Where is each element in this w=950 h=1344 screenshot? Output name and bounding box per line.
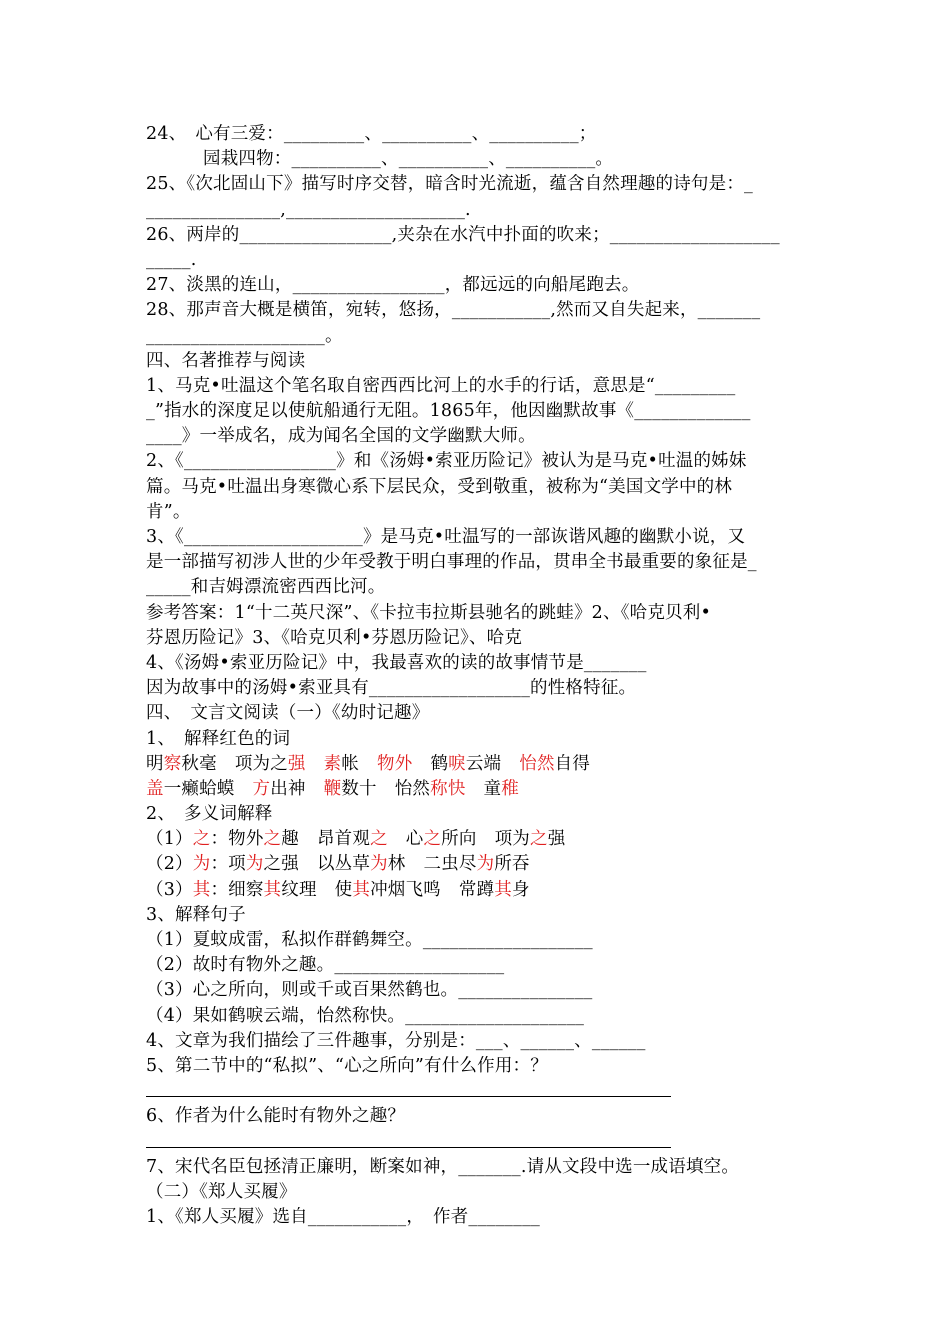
question-2-line-b: 篇。马克•吐温出身寒微心系下层民众，受到敬重，被称为“美国文学中的林 <box>146 476 733 497</box>
highlighted-word: 其 <box>494 879 512 900</box>
vocab-text: 数十 <box>341 778 377 799</box>
highlighted-word: 强 <box>287 753 306 774</box>
polysemy-list <box>146 827 811 903</box>
line-24b: 园栽四物：__________、__________、__________。 <box>203 149 614 170</box>
sentence-2: （2）故时有物外之趣。___________________ <box>146 955 505 976</box>
vocab-item <box>324 754 359 774</box>
vocab-item <box>253 779 306 799</box>
vocab-text: 所吞 <box>494 854 530 875</box>
vocab-item <box>235 754 306 774</box>
vocab-text: 昂首观 <box>316 829 371 850</box>
sentence-4: （4）果如鹤唳云端，怡然称快。____________________ <box>146 1005 585 1026</box>
vocab-text: 二虫尽 <box>423 854 477 875</box>
question-three-stories: 4、文章为我们描绘了三件趣事，分别是：___、______、______ <box>146 1030 646 1051</box>
question-4-line-a: 4、《汤姆•索亚历险记》中，我最喜欢的读的故事情节是_______ <box>146 652 647 673</box>
answer-key-line-a: 参考答案：1“十二英尺深”、《卡拉韦拉斯县驰名的跳蛙》2、《哈克贝利• <box>146 602 711 623</box>
line-28b: ____________________。 <box>146 325 343 346</box>
line-26b: _____. <box>146 249 197 270</box>
line-25b: _______________,____________________. <box>146 199 471 220</box>
question-3-line-c: _____和吉姆漂流密西西比河。 <box>146 577 386 598</box>
question-4-line-b: 因为故事中的汤姆•索亚具有__________________的性格特征。 <box>146 678 637 699</box>
question-1-line-b: _”指水的深度足以使航船通行无阻。1865年，他因幽默故事《_____________ <box>146 401 751 422</box>
task-polysemy: 2、 多义词解释 <box>146 804 273 825</box>
question-3-line-b: 是一部描写初涉人世的少年受教于明白事理的作品，贯串全书最重要的象征是_ <box>146 552 757 573</box>
vocab-item <box>146 754 217 774</box>
sentence-3: （3）心之所向，则或千或百果然鹤也。_______________ <box>146 980 593 1001</box>
vocab-text: 项为 <box>494 829 530 850</box>
answer-blank-line-1[interactable] <box>146 1079 811 1104</box>
highlighted-word: 为 <box>245 854 264 875</box>
highlighted-word: 之 <box>370 829 388 850</box>
vocab-text: 帐 <box>341 753 360 774</box>
highlighted-word: 察 <box>163 753 182 774</box>
subsection-heading: （二）《郑人买履》 <box>146 1181 297 1202</box>
question-why: 6、作者为什么能时有物外之趣？ <box>146 1106 406 1127</box>
vocab-item <box>317 829 388 849</box>
highlighted-word: 之 <box>423 829 442 850</box>
vocab-text: 身 <box>511 879 530 900</box>
vocab-text: 项 <box>228 854 246 875</box>
polysemy-word: 其 <box>192 879 211 900</box>
vocab-item <box>324 779 377 799</box>
vocab-item <box>423 854 529 874</box>
answer-blank-line-2[interactable] <box>146 1130 811 1155</box>
question-3-line-a: 3、《____________________》是马克•吐温写的一部诙谐风趣的幽默小说，又 <box>146 527 746 547</box>
vocab-text: 林 <box>387 854 406 875</box>
polysemy-number: （1） <box>146 829 193 850</box>
polysemy-number: （3） <box>146 879 193 900</box>
polysemy-line <box>146 852 811 877</box>
task-explain-sentences: 3、解释句子 <box>146 904 246 925</box>
question-idiom: 7、宋代名臣包拯清正廉明，断案如神，_______.请从文段中选一成语填空。 <box>146 1156 740 1177</box>
highlighted-word: 方 <box>252 778 271 799</box>
vocab-text: 细察 <box>228 879 264 900</box>
vocab-item <box>317 854 406 874</box>
vocab-item <box>519 754 590 774</box>
task-explain-red-words: 1、 解释红色的词 <box>146 728 291 749</box>
vocab-text: 所向 <box>441 829 477 850</box>
vocab-row-2 <box>146 777 811 802</box>
vocab-item <box>395 779 466 799</box>
vocab-item <box>459 880 530 900</box>
question-function: 5、第二节中的“私拟”、“心之所向”有什么作用：？ <box>146 1055 548 1076</box>
question-1-line-a: 1、马克•吐温这个笔名取自密西西比河上的水手的行话，意思是“_________ <box>146 375 736 396</box>
vocab-text: 秋毫 <box>181 753 217 774</box>
vocab-item <box>484 779 519 799</box>
question-1-line-c: ____》一举成名，成为闻名全国的文学幽默大师。 <box>146 426 536 447</box>
vocab-text: 童 <box>483 778 502 799</box>
question-source-author: 1、《郑人买履》选自___________， 作者________ <box>146 1207 540 1228</box>
polysemy-line <box>146 878 811 903</box>
line-24a: 24、 心有三爱：_________、__________、__________； <box>146 124 597 144</box>
vocab-text: 以丛草 <box>316 854 371 875</box>
polysemy-colon: ： <box>210 854 229 875</box>
vocab-text: 趣 <box>281 829 299 850</box>
vocab-text: 冲烟飞鸣 <box>370 879 441 900</box>
vocab-item <box>335 880 441 900</box>
highlighted-word: 之 <box>263 829 282 850</box>
highlighted-word: 为 <box>476 854 495 875</box>
vocab-text: 鹤 <box>430 753 449 774</box>
polysemy-colon: ： <box>210 829 229 850</box>
line-28a: 28、那声音大概是横笛，宛转，悠扬，___________,然而又自失起来，_______ <box>146 300 761 321</box>
vocab-text: 心 <box>405 829 424 850</box>
vocab-text: 使 <box>334 879 353 900</box>
vocab-text: 之强 <box>263 854 299 875</box>
vocab-text: 怡然 <box>394 778 431 799</box>
line-26a: 26、两岸的_________________,夹杂在水汽中扑面的吹来；___________________ <box>146 224 780 245</box>
sentence-1: （1）夏蚊成雷，私拟作群鹤舞空。___________________ <box>146 930 593 950</box>
highlighted-word: 怡然 <box>519 753 555 774</box>
question-2-line-c: 肯”。 <box>146 501 191 522</box>
line-27: 27、淡黑的连山，_________________，都远远的向船尾跑去。 <box>146 275 640 296</box>
vocab-text: 项为之 <box>234 753 288 774</box>
highlighted-word: 唳 <box>448 753 466 774</box>
worksheet-page <box>146 122 811 1230</box>
highlighted-word: 其 <box>263 879 282 900</box>
vocab-item <box>406 829 477 849</box>
vocab-text: 自得 <box>554 753 591 774</box>
highlighted-word: 称快 <box>430 778 466 799</box>
line-25a: 25、《次北固山下》描写时序交替，暗含时光流逝，蕴含自然理趣的诗句是：_ <box>146 174 753 195</box>
vocab-text: 纹理 <box>281 879 317 900</box>
vocab-text: 一癞蛤蟆 <box>163 778 235 799</box>
polysemy-word: 之 <box>192 829 211 850</box>
answer-key-line-b: 芬恩历险记》3、《哈克贝利•芬恩历险记》、哈克 <box>146 627 523 648</box>
highlighted-word: 物外 <box>377 753 413 774</box>
vocab-text: 常蹲 <box>458 879 495 900</box>
highlighted-word: 之 <box>529 829 548 850</box>
vocab-text: 出神 <box>270 778 306 799</box>
polysemy-line <box>146 827 811 852</box>
vocab-item <box>228 829 299 849</box>
polysemy-colon: ： <box>210 879 229 900</box>
vocab-item <box>228 880 317 900</box>
vocab-text: 云端 <box>465 753 502 774</box>
vocab-item <box>228 854 299 874</box>
highlighted-word: 素 <box>323 753 342 774</box>
polysemy-number: （2） <box>146 854 193 875</box>
vocab-item <box>146 779 235 799</box>
highlighted-word: 鞭 <box>323 778 342 799</box>
vocab-text: 明 <box>146 753 164 774</box>
polysemy-word: 为 <box>192 854 211 875</box>
section-heading-classical-reading: 四、 文言文阅读（一）《幼时记趣》 <box>146 703 430 724</box>
highlighted-word: 为 <box>370 854 388 875</box>
vocab-row-1 <box>146 752 811 777</box>
highlighted-word: 稚 <box>501 778 519 799</box>
highlighted-word: 盖 <box>146 778 164 799</box>
vocab-text: 物外 <box>228 829 264 850</box>
question-2-line-a: 2、《_________________》和《汤姆•索亚历险记》被认为是马克•吐温的姊妹 <box>146 451 747 472</box>
vocab-text: 强 <box>547 829 566 850</box>
vocab-item <box>377 754 412 774</box>
highlighted-word: 其 <box>352 879 371 900</box>
vocab-item <box>430 754 501 774</box>
section-heading-classics: 四、名著推荐与阅读 <box>146 350 306 371</box>
vocab-item <box>495 829 566 849</box>
